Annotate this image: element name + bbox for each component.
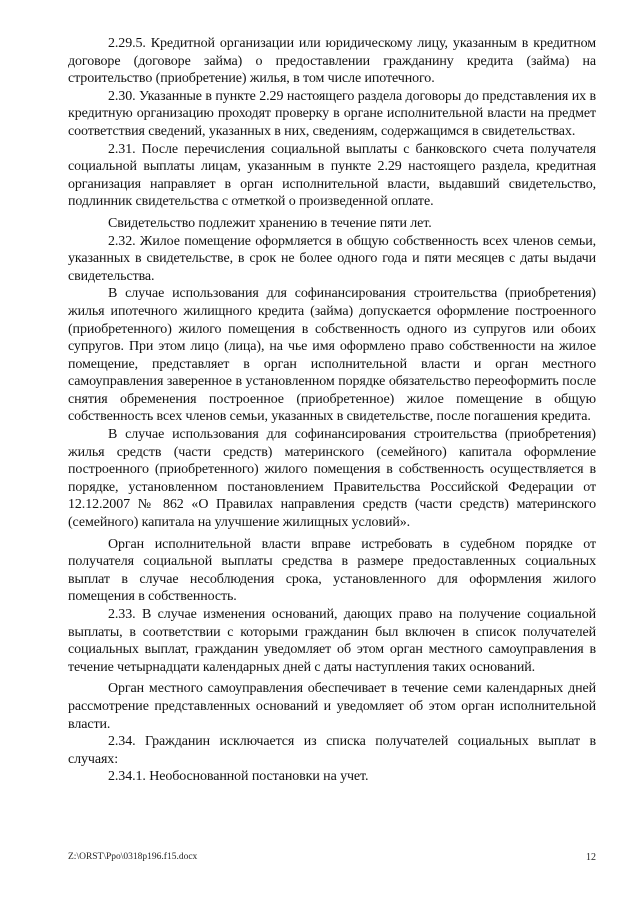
page-number: 12: [586, 852, 596, 863]
paragraph-certificate-storage: Свидетельство подлежит хранению в течение пяти лет.: [108, 215, 432, 231]
paragraph-court-recovery: Орган исполнительной власти вправе истребовать в судебном порядке от получателя социальной выплаты средства в размере предоставленных социальных выплат в случае несоблюдения срока, установленного для оформления жилого помещения в собственность.: [68, 536, 596, 605]
paragraph-maternity-capital: В случае использования для софинансирования строительства (приобретения) жилья средств (части средств) материнского (семейного) капитала оформление построенного (приобретенного) жилого помещения в собственность осуществляется в порядке, установленном постановлением Правительства Российской Федерации от 12.12.2007 № 862 «О Правилах направления средств (части средств) материнского (семейного) капитала на улучшение жилищных условий».: [68, 427, 596, 531]
paragraph-2-34-1: 2.34.1. Необоснованной постановки на учет.: [108, 769, 369, 785]
paragraph-2-30: 2.30. Указанные в пункте 2.29 настоящего раздела договоры до представления их в кредитную организацию проходят проверку в органе исполнительной власти на предмет соответствия сведений, указанных в них, сведениям, содержащимся в свидетельствах.: [68, 88, 596, 139]
paragraph-2-31: 2.31. После перечисления социальной выплаты с банковского счета получателя социальной выплаты лицам, указанным в пункте 2.29 настоящего раздела, кредитная организация направляет в орган исполнительной власти, выдавший свидетельство, подлинник свидетельства с отметкой о произведенной оплате.: [68, 141, 596, 210]
footer-file-path: Z:\ORST\Ppo\0318p196.f15.docx: [68, 852, 198, 862]
paragraph-2-32: 2.32. Жилое помещение оформляется в общую собственность всех членов семьи, указанных в свидетельстве, в срок не более одного года и пяти месяцев с даты выдачи свидетельства.: [68, 233, 596, 284]
document-body: [68, 35, 596, 786]
paragraph-2-29-5: 2.29.5. Кредитной организации или юридическому лицу, указанным в кредитном договоре (договоре займа) о предоставлении гражданину кредита (займа) на строительство (приобретение) жилья, в том числе ипотечного.: [68, 36, 596, 87]
paragraph-2-34: 2.34. Гражданин исключается из списка получателей социальных выплат в случаях:: [68, 734, 596, 767]
paragraph-2-33: 2.33. В случае изменения оснований, дающих право на получение социальной выплаты, в соответствии с которыми гражданин был включен в список получателей социальных выплат, гражданин уведомляет об этом орган местного самоуправления в течение четырнадцати календарных дней с даты наступления таких оснований.: [68, 607, 596, 675]
paragraph-mortgage-ownership: В случае использования для софинансирования строительства (приобретения) жилья ипотечного жилищного кредита (займа) допускается оформление построенного (приобретенного) жилого помещения в собственность одного из супругов или обоих супругов. При этом лицо (лица), на чье имя оформлено право собственности на жилое помещение, представляет в орган исполнительной власти и орган местного самоуправления заверенное в установленном порядке обязательство переоформить после снятия обременения построенное (приобретенное) жилое помещение в общую собственность всех членов семьи, указанных в свидетельстве, после погашения кредита.: [68, 286, 596, 425]
paragraph-local-government-review: Орган местного самоуправления обеспечивает в течение семи календарных дней рассмотрение представленных оснований и уведомляет об этом орган исполнительной власти.: [68, 681, 596, 732]
